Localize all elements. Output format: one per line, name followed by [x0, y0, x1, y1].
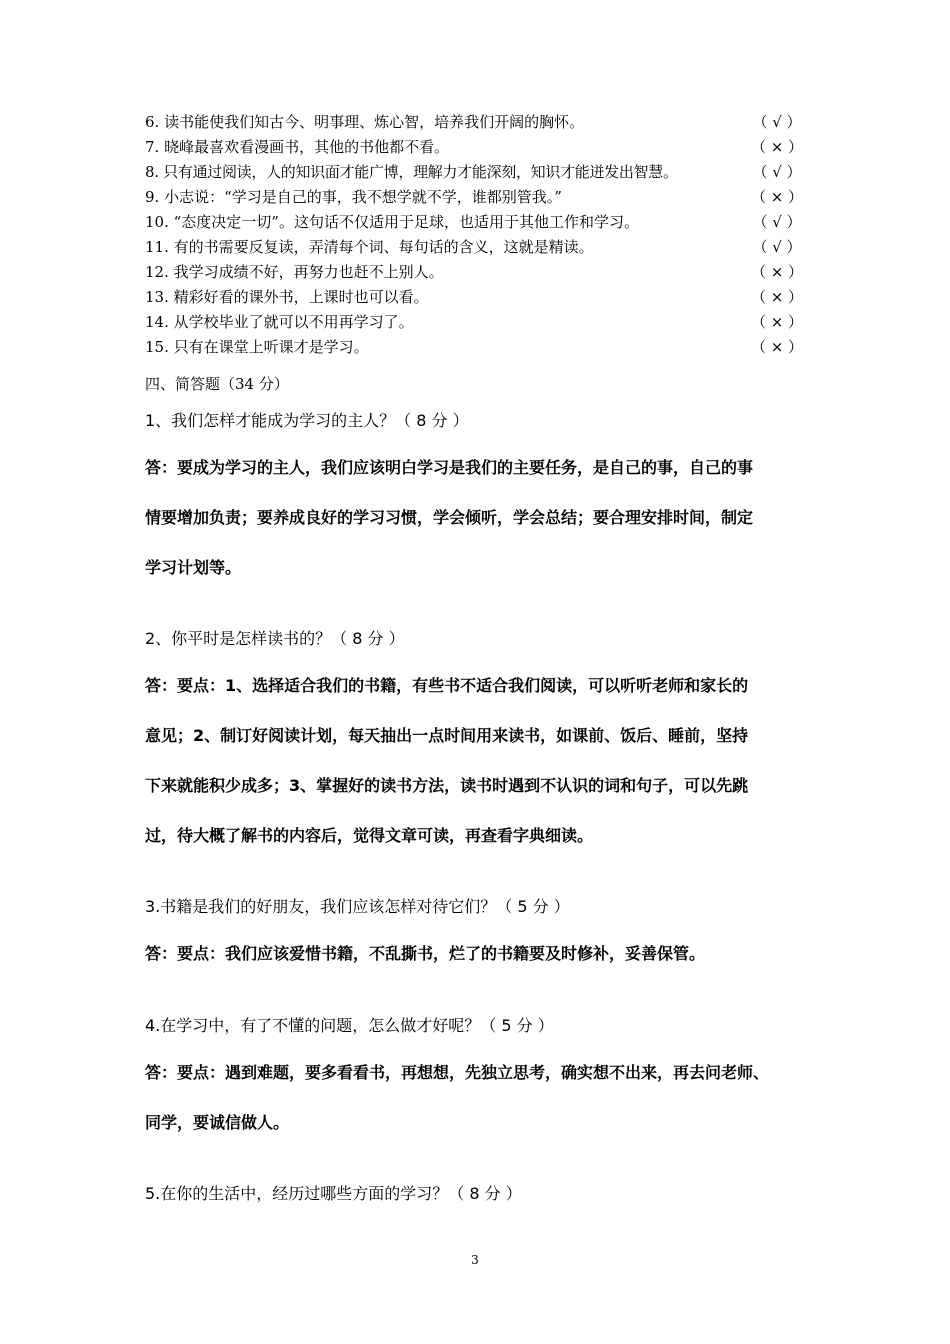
answer-text [145, 443, 810, 593]
judgment-item [145, 110, 810, 135]
judgment-statement: 9. 小志说：“学习是自己的事，我不想学就不学，谁都别管我。” [145, 188, 562, 206]
judgment-answer: （ × ） [750, 288, 804, 306]
judgment-item [145, 185, 810, 210]
judgment-answer: （ √ ） [752, 213, 802, 231]
question-block [145, 409, 810, 593]
judgment-statement: 7. 晓峰最喜欢看漫画书，其他的书他都不看。 [145, 138, 450, 156]
answer-line: 答：要点：我们应该爱惜书籍，不乱撕书，烂了的书籍要及时修补，妥善保管。 [145, 944, 706, 963]
answer-text [145, 929, 810, 979]
judgment-item [145, 210, 810, 235]
judgment-answer: （ × ） [750, 188, 804, 206]
judgment-answer: （ √ ） [752, 238, 802, 256]
answer-line: 下来就能积少成多；3、掌握好的读书方法，读书时遇到不认识的词和句子，可以先跳 [145, 776, 749, 795]
question-block [145, 1182, 810, 1206]
question-block [145, 1014, 810, 1148]
answer-text [145, 661, 810, 861]
answer-line: 意见；2、制订好阅读计划，每天抽出一点时间用来读书，如课前、饭后、睡前，坚持 [145, 726, 749, 745]
answer-line: 同学，要诚信做人。 [145, 1113, 290, 1132]
question-block [145, 627, 810, 861]
answer-line: 学习计划等。 [145, 558, 242, 577]
judgment-item [145, 160, 810, 185]
answer-line: 情要增加负责；要养成良好的学习习惯，学会倾听，学会总结；要合理安排时间，制定 [145, 508, 754, 527]
judgment-statement: 12. 我学习成绩不好，再努力也赶不上别人。 [145, 263, 444, 281]
judgment-statement: 11. 有的书需要反复读，弄清每个词、每句话的含义，这就是精读。 [145, 238, 594, 256]
page-number: 3 [471, 1253, 479, 1267]
judgment-item [145, 285, 810, 310]
judgment-statement: 14. 从学校毕业了就可以不用再学习了。 [145, 313, 414, 331]
answer-line: 答：要点：1、选择适合我们的书籍，有些书不适合我们阅读，可以听听老师和家长的 [145, 676, 749, 695]
question-text: 3.书籍是我们的好朋友，我们应该怎样对待它们？（ 5 分 ） [145, 897, 570, 916]
section-heading: 四、简答题（34 分） [145, 375, 289, 393]
judgment-statement: 10. “态度决定一切”。这句话不仅适用于足球，也适用于其他工作和学习。 [145, 213, 639, 231]
answer-line: 答：要成为学习的主人，我们应该明白学习是我们的主要任务，是自己的事，自己的事 [145, 458, 754, 477]
judgment-item [145, 335, 810, 360]
question-text: 1、我们怎样才能成为学习的主人？（ 8 分 ） [145, 411, 469, 430]
answer-text [145, 1048, 810, 1148]
judgment-answer: （ √ ） [752, 113, 802, 131]
judgment-item [145, 235, 810, 260]
judgment-statement: 8. 只有通过阅读，人的知识面才能广博，理解力才能深刻，知识才能迸发出智慧。 [145, 163, 678, 181]
judgment-answer: （ √ ） [752, 163, 802, 181]
judgment-statement: 13. 精彩好看的课外书，上课时也可以看。 [145, 288, 429, 306]
judgment-statement: 15. 只有在课堂上听课才是学习。 [145, 338, 369, 356]
question-text: 2、你平时是怎样读书的？（ 8 分 ） [145, 629, 405, 648]
judgment-answer: （ × ） [750, 338, 804, 356]
judgment-item [145, 310, 810, 335]
answer-line: 过，待大概了解书的内容后，觉得文章可读，再查看字典细读。 [145, 826, 594, 845]
question-block [145, 895, 810, 979]
answer-line: 答：要点：遇到难题，要多看看书，再想想，先独立思考，确实想不出来，再去问老师、 [145, 1063, 770, 1082]
judgment-item [145, 135, 810, 160]
question-text: 5.在你的生活中，经历过哪些方面的学习？（ 8 分 ） [145, 1184, 522, 1203]
judgment-statement: 6. 读书能使我们知古今、明事理、炼心智，培养我们开阔的胸怀。 [145, 113, 585, 131]
judgment-answer: （ × ） [750, 263, 804, 281]
question-text: 4.在学习中，有了不懂的问题，怎么做才好呢？（ 5 分 ） [145, 1016, 554, 1035]
judgment-answer: （ × ） [750, 138, 804, 156]
judgment-item [145, 260, 810, 285]
true-false-list [145, 110, 810, 360]
judgment-answer: （ × ） [750, 313, 804, 331]
